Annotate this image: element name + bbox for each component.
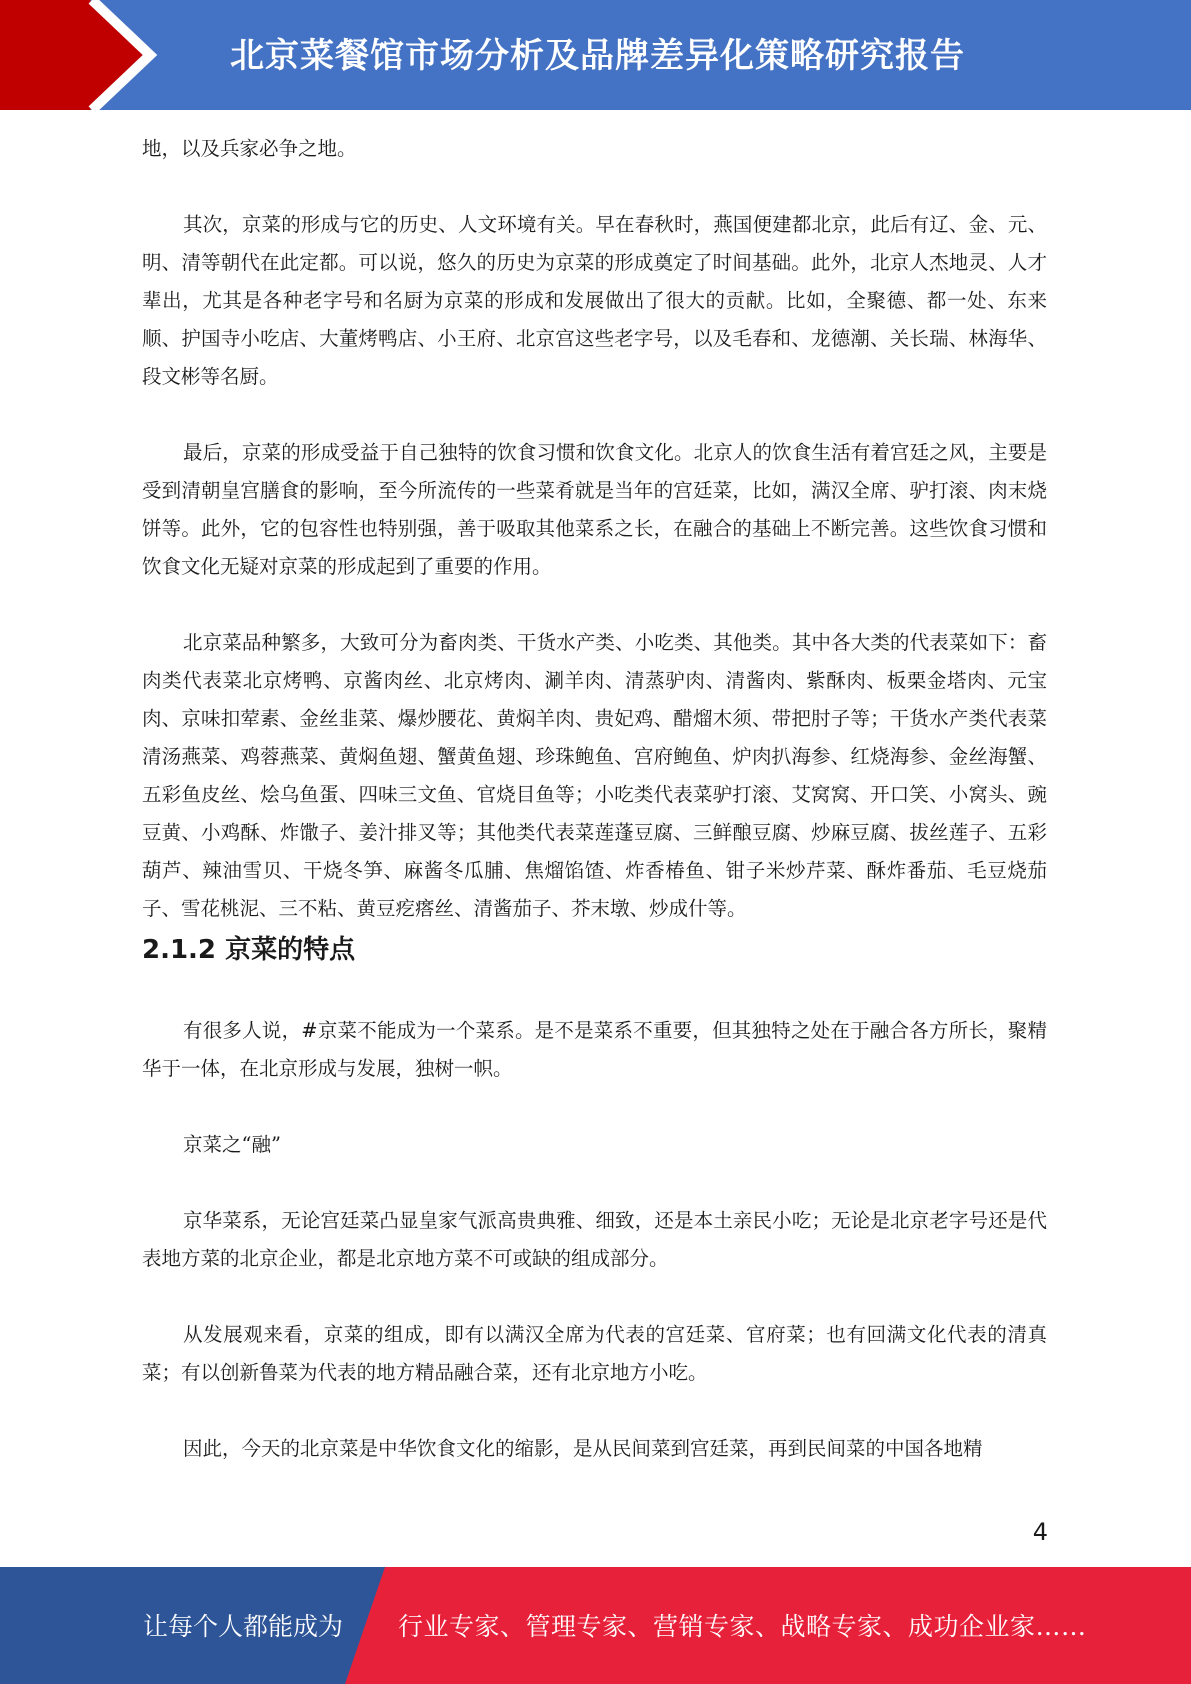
paragraph-continuation: 地，以及兵家必争之地。: [142, 137, 357, 160]
paragraph-jinghua: 京华菜系，无论宫廷菜凸显皇家气派高贵典雅、细致，还是本土亲民小吃；无论是北京老字号还是代表地方菜的北京企业，都是北京地方菜不可或缺的组成部分。: [142, 1209, 1047, 1270]
footer-slogan-right: 行业专家、管理专家、营销专家、战略专家、成功企业家……: [398, 1612, 1087, 1641]
page-header: [0, 0, 1191, 110]
paragraph-dish-categories: 北京菜品种繁多，大致可分为畜肉类、干货水产类、小吃类、其他类。其中各大类的代表菜如下：畜肉类代表菜北京烤鸭、京酱肉丝、北京烤肉、涮羊肉、清蒸驴肉、清酱肉、紫酥肉、板栗金塔肉、元宝肉、京味扣荤素、金丝韭菜、爆炒腰花、黄焖羊肉、贵妃鸡、醋熘木须、带把肘子等；干货水产类代表菜清汤燕菜、鸡蓉燕菜、黄焖鱼翅、蟹黄鱼翅、珍珠鲍鱼、宫府鲍鱼、炉肉扒海参、红烧海参、金丝海蟹、五彩鱼皮丝、烩乌鱼蛋、四味三文鱼、官烧目鱼等；小吃类代表菜驴打滚、艾窝窝、开口笑、小窝头、豌豆黄、小鸡酥、炸馓子、姜汁排叉等；其他类代表菜莲蓬豆腐、三鲜酿豆腐、炒麻豆腐、拔丝莲子、五彩葫芦、辣油雪贝、干烧冬笋、麻酱冬瓜脯、焦熘馅馇、炸香椿鱼、钳子米炒芹菜、酥炸番茄、毛豆烧茄子、雪花桃泥、三不粘、黄豆疙瘩丝、清酱茄子、芥末墩、炒成什等。: [142, 631, 1047, 920]
paragraph-development: 从发展观来看，京菜的组成，即有以满汉全席为代表的宫廷菜、官府菜；也有回满文化代表的清真菜；有以创新鲁菜为代表的地方精品融合菜，还有北京地方小吃。: [142, 1323, 1047, 1384]
page-number: 4: [1032, 1518, 1048, 1546]
section-heading: 2.1.2 京菜的特点: [142, 935, 356, 965]
paragraph-fusion-intro: 有很多人说，#京菜不能成为一个菜系。是不是菜系不重要，但其独特之处在于融合各方所长，聚精华于一体，在北京形成与发展，独树一帜。: [142, 1019, 1047, 1080]
paragraph-history: 其次，京菜的形成与它的历史、人文环境有关。早在春秋时，燕国便建都北京，此后有辽、金、元、明、清等朝代在此定都。可以说，悠久的历史为京菜的形成奠定了时间基础。此外，北京人杰地灵、人才辈出，尤其是各种老字号和名厨为京菜的形成和发展做出了很大的贡献。比如，全聚德、都一处、东来顺、护国寺小吃店、大董烤鸭店、小王府、北京宫这些老字号，以及毛春和、龙德潮、关长瑞、林海华、段文彬等名厨。: [142, 213, 1047, 388]
paragraph-conclusion: 因此，今天的北京菜是中华饮食文化的缩影，是从民间菜到宫廷菜，再到民间菜的中国各地精: [183, 1437, 983, 1460]
header-red-arrow: [0, 0, 148, 110]
footer-slogan-left: 让每个人都能成为: [143, 1612, 344, 1641]
document-title: 北京菜餐馆市场分析及品牌差异化策略研究报告: [230, 36, 965, 76]
paragraph-customs: 最后，京菜的形成受益于自己独特的饮食习惯和饮食文化。北京人的饮食生活有着宫廷之风，主要是受到清朝皇宫膳食的影响，至今所流传的一些菜肴就是当年的宫廷菜，比如，满汉全席、驴打滚、肉末烧饼等。此外，它的包容性也特别强，善于吸取其他菜系之长，在融合的基础上不断完善。这些饮食习惯和饮食文化无疑对京菜的形成起到了重要的作用。: [142, 441, 1047, 578]
page-footer: [0, 1567, 1191, 1684]
paragraph-subheading-rong: 京菜之“融”: [183, 1133, 281, 1156]
page-content: [142, 130, 1047, 1506]
